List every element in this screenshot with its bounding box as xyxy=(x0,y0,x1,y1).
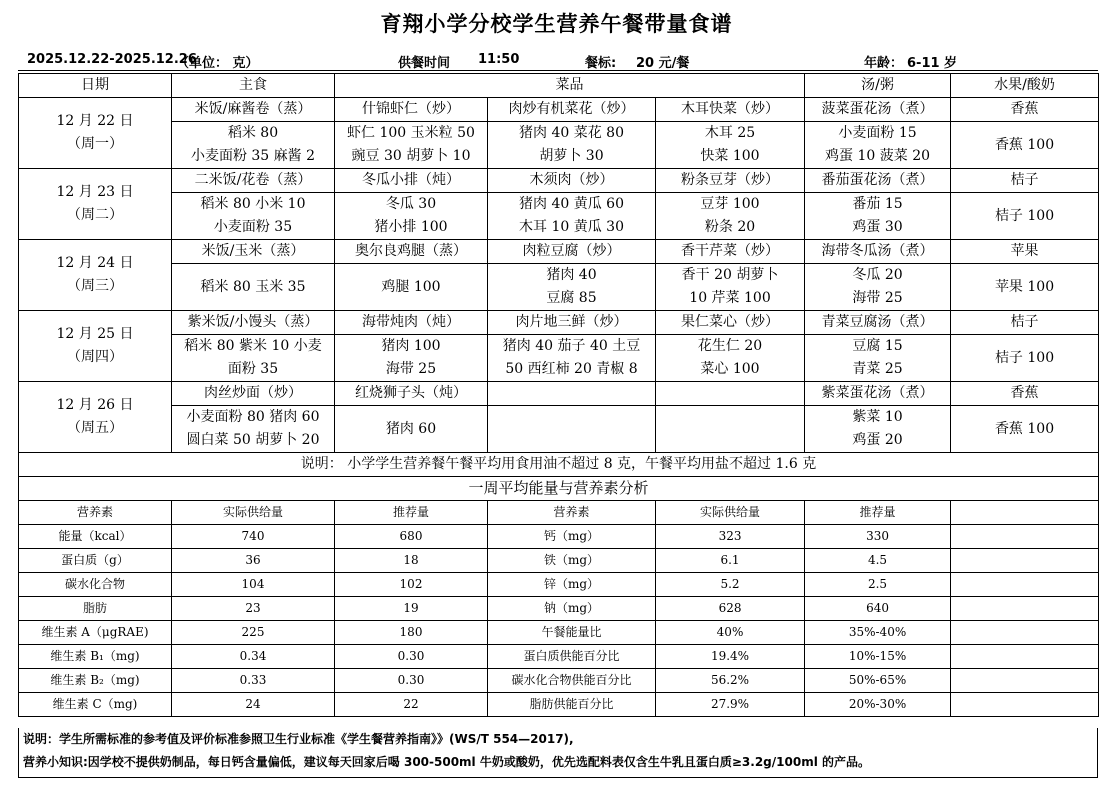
soup-name: 海带冬瓜汤（煮） xyxy=(805,240,951,264)
fruit-qty: 桔子 100 xyxy=(951,193,1099,240)
nutrient-name: 锌（mg） xyxy=(488,573,656,597)
nutrient-actual: 628 xyxy=(656,597,805,621)
day-date: 12 月 26 日 xyxy=(56,397,134,413)
day-weekday: （周五） xyxy=(67,420,123,436)
nutrition-header: 实际供给量 xyxy=(172,501,335,525)
nutrient-actual: 56.2% xyxy=(656,669,805,693)
soup-name: 青菜豆腐汤（煮） xyxy=(805,311,951,335)
dish-qty: 花生仁 20 菜心 100 xyxy=(656,335,805,382)
nutrient-recommended: 4.5 xyxy=(805,549,951,573)
header-date: 日期 xyxy=(19,74,172,98)
age-range: 6-11 岁 xyxy=(907,56,958,71)
day-weekday: （周四） xyxy=(67,349,123,365)
day-weekday: （周三） xyxy=(67,278,123,294)
day-date-cell xyxy=(19,311,172,382)
nutrient-recommended: 18 xyxy=(335,549,488,573)
nutrient-name: 维生素 C（mg) xyxy=(19,693,172,717)
fruit-qty: 香蕉 100 xyxy=(951,122,1099,169)
dish-qty: 木耳 25 快菜 100 xyxy=(656,122,805,169)
day-date: 12 月 24 日 xyxy=(56,255,134,271)
nutrition-header: 实际供给量 xyxy=(656,501,805,525)
dish-qty: 猪肉 60 xyxy=(335,406,488,453)
nutrient-actual: 740 xyxy=(172,525,335,549)
nutrient-recommended: 680 xyxy=(335,525,488,549)
nutrient-recommended: 22 xyxy=(335,693,488,717)
day-date-cell xyxy=(19,382,172,453)
meal-price-label: 餐标: xyxy=(585,56,617,71)
nutrition-header: 推荐量 xyxy=(805,501,951,525)
nutrition-empty-cell xyxy=(951,501,1099,525)
soup-qty: 豆腐 15 青菜 25 xyxy=(805,335,951,382)
menu-table xyxy=(18,73,1099,717)
footer-reference-note: 说明：学生所需标准的参考值及评价标准参照卫生行业标准《学生餐营养指南》》(WS/T 554—2017), xyxy=(23,732,574,746)
soup-qty: 冬瓜 20 海带 25 xyxy=(805,264,951,311)
nutrient-actual: 6.1 xyxy=(656,549,805,573)
nutrition-row xyxy=(19,669,1099,693)
dish-name: 肉片地三鲜（炒） xyxy=(488,311,656,335)
dish-qty: 猪肉 40 豆腐 85 xyxy=(488,264,656,311)
day-weekday: （周二） xyxy=(67,207,123,223)
oil-salt-note: 说明： 小学学生营养餐午餐平均用食用油不超过 8 克，午餐平均用盐不超过 1.6 克 xyxy=(19,453,1099,477)
nutrient-actual: 225 xyxy=(172,621,335,645)
nutrient-recommended: 0.30 xyxy=(335,669,488,693)
nutrition-row xyxy=(19,645,1099,669)
nutrition-empty-cell xyxy=(951,549,1099,573)
soup-name: 菠菜蛋花汤（煮） xyxy=(805,98,951,122)
staple-qty: 小麦面粉 80 猪肉 60 圆白菜 50 胡萝卜 20 xyxy=(172,406,335,453)
nutrient-actual: 19.4% xyxy=(656,645,805,669)
nutrient-recommended: 19 xyxy=(335,597,488,621)
header-soup: 汤/粥 xyxy=(805,74,951,98)
dish-name xyxy=(488,382,656,406)
dish-qty: 猪肉 100 海带 25 xyxy=(335,335,488,382)
nutrition-header-row xyxy=(19,501,1099,525)
fruit-qty: 香蕉 100 xyxy=(951,406,1099,453)
staple-name: 米饭/玉米（蒸） xyxy=(172,240,335,264)
soup-qty: 紫菜 10 鸡蛋 20 xyxy=(805,406,951,453)
staple-qty: 稻米 80 玉米 35 xyxy=(172,264,335,311)
nutrition-header: 推荐量 xyxy=(335,501,488,525)
nutrient-name: 碳水化合物 xyxy=(19,573,172,597)
dish-qty xyxy=(488,406,656,453)
menu-header-row xyxy=(19,74,1099,98)
dish-qty: 豆芽 100 粉条 20 xyxy=(656,193,805,240)
dish-name: 红烧狮子头（炖） xyxy=(335,382,488,406)
day-date: 12 月 22 日 xyxy=(56,113,134,129)
qty-row-wed xyxy=(19,264,1099,311)
nutrient-actual: 24 xyxy=(172,693,335,717)
soup-qty: 小麦面粉 15 鸡蛋 10 菠菜 20 xyxy=(805,122,951,169)
day-date: 12 月 25 日 xyxy=(56,326,134,342)
dish-name: 冬瓜小排（炖） xyxy=(335,169,488,193)
nutrient-recommended: 102 xyxy=(335,573,488,597)
day-date-cell xyxy=(19,169,172,240)
serving-time-label: 供餐时间 xyxy=(398,56,451,71)
nutrient-recommended: 640 xyxy=(805,597,951,621)
fruit-name: 香蕉 xyxy=(951,382,1099,406)
nutrient-actual: 27.9% xyxy=(656,693,805,717)
day-row-mon xyxy=(19,98,1099,122)
nutrition-section-title: 一周平均能量与营养素分析 xyxy=(19,477,1099,501)
qty-row-thu xyxy=(19,335,1099,382)
nutrition-row xyxy=(19,549,1099,573)
dish-qty: 虾仁 100 玉米粒 50 豌豆 30 胡萝卜 10 xyxy=(335,122,488,169)
dish-name: 肉粒豆腐（炒） xyxy=(488,240,656,264)
nutrition-row xyxy=(19,693,1099,717)
nutrient-name: 钠（mg） xyxy=(488,597,656,621)
nutrient-name: 铁（mg） xyxy=(488,549,656,573)
day-date-cell xyxy=(19,98,172,169)
nutrition-empty-cell xyxy=(951,645,1099,669)
unit-label: （单位： 克） xyxy=(176,56,259,71)
page-title: 育翔小学分校学生营养午餐带量食谱 xyxy=(380,11,733,36)
dish-qty: 鸡腿 100 xyxy=(335,264,488,311)
header-dishes: 菜品 xyxy=(335,74,805,98)
staple-name: 米饭/麻酱卷（蒸） xyxy=(172,98,335,122)
dish-qty: 猪肉 40 黄瓜 60 木耳 10 黄瓜 30 xyxy=(488,193,656,240)
nutrition-header: 营养素 xyxy=(488,501,656,525)
footer-nutrition-tip: 营养小知识:因学校不提供奶制品，每日钙含量偏低，建议每天回家后喝 300-500ml 牛奶或酸奶，优先选配料表仅含生牛乳且蛋白质≥3.2g/100ml 的产品。 xyxy=(23,755,870,769)
soup-name: 番茄蛋花汤（煮） xyxy=(805,169,951,193)
nutrient-name: 维生素 B₁（mg) xyxy=(19,645,172,669)
staple-qty: 稻米 80 小米 10 小麦面粉 35 xyxy=(172,193,335,240)
meal-price: 20 元/餐 xyxy=(636,56,690,71)
soup-name: 紫菜蛋花汤（煮） xyxy=(805,382,951,406)
dish-name: 粉条豆芽（炒） xyxy=(656,169,805,193)
dish-name: 香干芹菜（炒） xyxy=(656,240,805,264)
nutrition-empty-cell xyxy=(951,573,1099,597)
nutrition-row xyxy=(19,621,1099,645)
soup-qty: 番茄 15 鸡蛋 30 xyxy=(805,193,951,240)
serving-time: 11:50 xyxy=(478,52,520,67)
header-staple: 主食 xyxy=(172,74,335,98)
dish-name: 木须肉（炒） xyxy=(488,169,656,193)
day-row-wed xyxy=(19,240,1099,264)
day-row-fri xyxy=(19,382,1099,406)
day-date-cell xyxy=(19,240,172,311)
nutrition-row xyxy=(19,573,1099,597)
nutrition-empty-cell xyxy=(951,693,1099,717)
nutrient-name: 午餐能量比 xyxy=(488,621,656,645)
nutrient-name: 蛋白质（g） xyxy=(19,549,172,573)
nutrient-actual: 5.2 xyxy=(656,573,805,597)
nutrition-empty-cell xyxy=(951,525,1099,549)
nutrition-row xyxy=(19,525,1099,549)
nutrient-actual: 0.34 xyxy=(172,645,335,669)
nutrient-name: 能量（kcal） xyxy=(19,525,172,549)
staple-name: 紫米饭/小馒头（蒸） xyxy=(172,311,335,335)
nutrient-actual: 323 xyxy=(656,525,805,549)
nutrient-actual: 36 xyxy=(172,549,335,573)
nutrient-name: 维生素 A（μgRAE) xyxy=(19,621,172,645)
dish-qty xyxy=(656,406,805,453)
staple-qty: 稻米 80 小麦面粉 35 麻酱 2 xyxy=(172,122,335,169)
nutrient-recommended: 50%-65% xyxy=(805,669,951,693)
fruit-name: 香蕉 xyxy=(951,98,1099,122)
nutrient-recommended: 330 xyxy=(805,525,951,549)
dish-name: 肉炒有机菜花（炒） xyxy=(488,98,656,122)
nutrient-name: 脂肪 xyxy=(19,597,172,621)
dish-qty: 香干 20 胡萝卜 10 芹菜 100 xyxy=(656,264,805,311)
dish-name: 什锦虾仁（炒） xyxy=(335,98,488,122)
nutrition-empty-cell xyxy=(951,669,1099,693)
staple-qty: 稻米 80 紫米 10 小麦 面粉 35 xyxy=(172,335,335,382)
staple-name: 二米饭/花卷（蒸） xyxy=(172,169,335,193)
nutrition-empty-cell xyxy=(951,597,1099,621)
dish-name: 木耳快菜（炒） xyxy=(656,98,805,122)
nutrition-header: 营养素 xyxy=(19,501,172,525)
dish-qty: 猪肉 40 菜花 80 胡萝卜 30 xyxy=(488,122,656,169)
staple-name: 肉丝炒面（炒） xyxy=(172,382,335,406)
nutrient-recommended: 180 xyxy=(335,621,488,645)
day-row-thu xyxy=(19,311,1099,335)
note-row xyxy=(19,453,1099,477)
dish-name: 海带炖肉（炖） xyxy=(335,311,488,335)
footer-notes xyxy=(18,728,1098,778)
qty-row-mon xyxy=(19,122,1099,169)
fruit-name: 苹果 xyxy=(951,240,1099,264)
nutrient-name: 钙（mg） xyxy=(488,525,656,549)
date-range: 2025.12.22-2025.12.26 xyxy=(27,52,197,67)
day-date: 12 月 23 日 xyxy=(56,184,134,200)
nutrition-empty-cell xyxy=(951,621,1099,645)
nutrient-actual: 40% xyxy=(656,621,805,645)
nutrient-name: 维生素 B₂（mg) xyxy=(19,669,172,693)
nutrient-actual: 23 xyxy=(172,597,335,621)
fruit-name: 桔子 xyxy=(951,311,1099,335)
fruit-name: 桔子 xyxy=(951,169,1099,193)
dish-name xyxy=(656,382,805,406)
nutrient-recommended: 2.5 xyxy=(805,573,951,597)
dish-name: 奥尔良鸡腿（蒸） xyxy=(335,240,488,264)
nutrient-actual: 104 xyxy=(172,573,335,597)
fruit-qty: 桔子 100 xyxy=(951,335,1099,382)
nutrient-recommended: 10%-15% xyxy=(805,645,951,669)
section-title-row xyxy=(19,477,1099,501)
nutrient-name: 蛋白质供能百分比 xyxy=(488,645,656,669)
nutrient-recommended: 35%-40% xyxy=(805,621,951,645)
dish-qty: 冬瓜 30 猪小排 100 xyxy=(335,193,488,240)
nutrient-recommended: 20%-30% xyxy=(805,693,951,717)
nutrient-name: 脂肪供能百分比 xyxy=(488,693,656,717)
nutrition-row xyxy=(19,597,1099,621)
qty-row-tue xyxy=(19,193,1099,240)
dish-name: 果仁菜心（炒） xyxy=(656,311,805,335)
age-label: 年龄： xyxy=(864,56,904,71)
day-weekday: （周一） xyxy=(67,136,123,152)
qty-row-fri xyxy=(19,406,1099,453)
nutrient-recommended: 0.30 xyxy=(335,645,488,669)
nutrient-actual: 0.33 xyxy=(172,669,335,693)
nutrient-name: 碳水化合物供能百分比 xyxy=(488,669,656,693)
header-fruit: 水果/酸奶 xyxy=(951,74,1099,98)
dish-qty: 猪肉 40 茄子 40 土豆 50 西红柿 20 青椒 8 xyxy=(488,335,656,382)
info-underline xyxy=(18,70,1098,71)
fruit-qty: 苹果 100 xyxy=(951,264,1099,311)
day-row-tue xyxy=(19,169,1099,193)
